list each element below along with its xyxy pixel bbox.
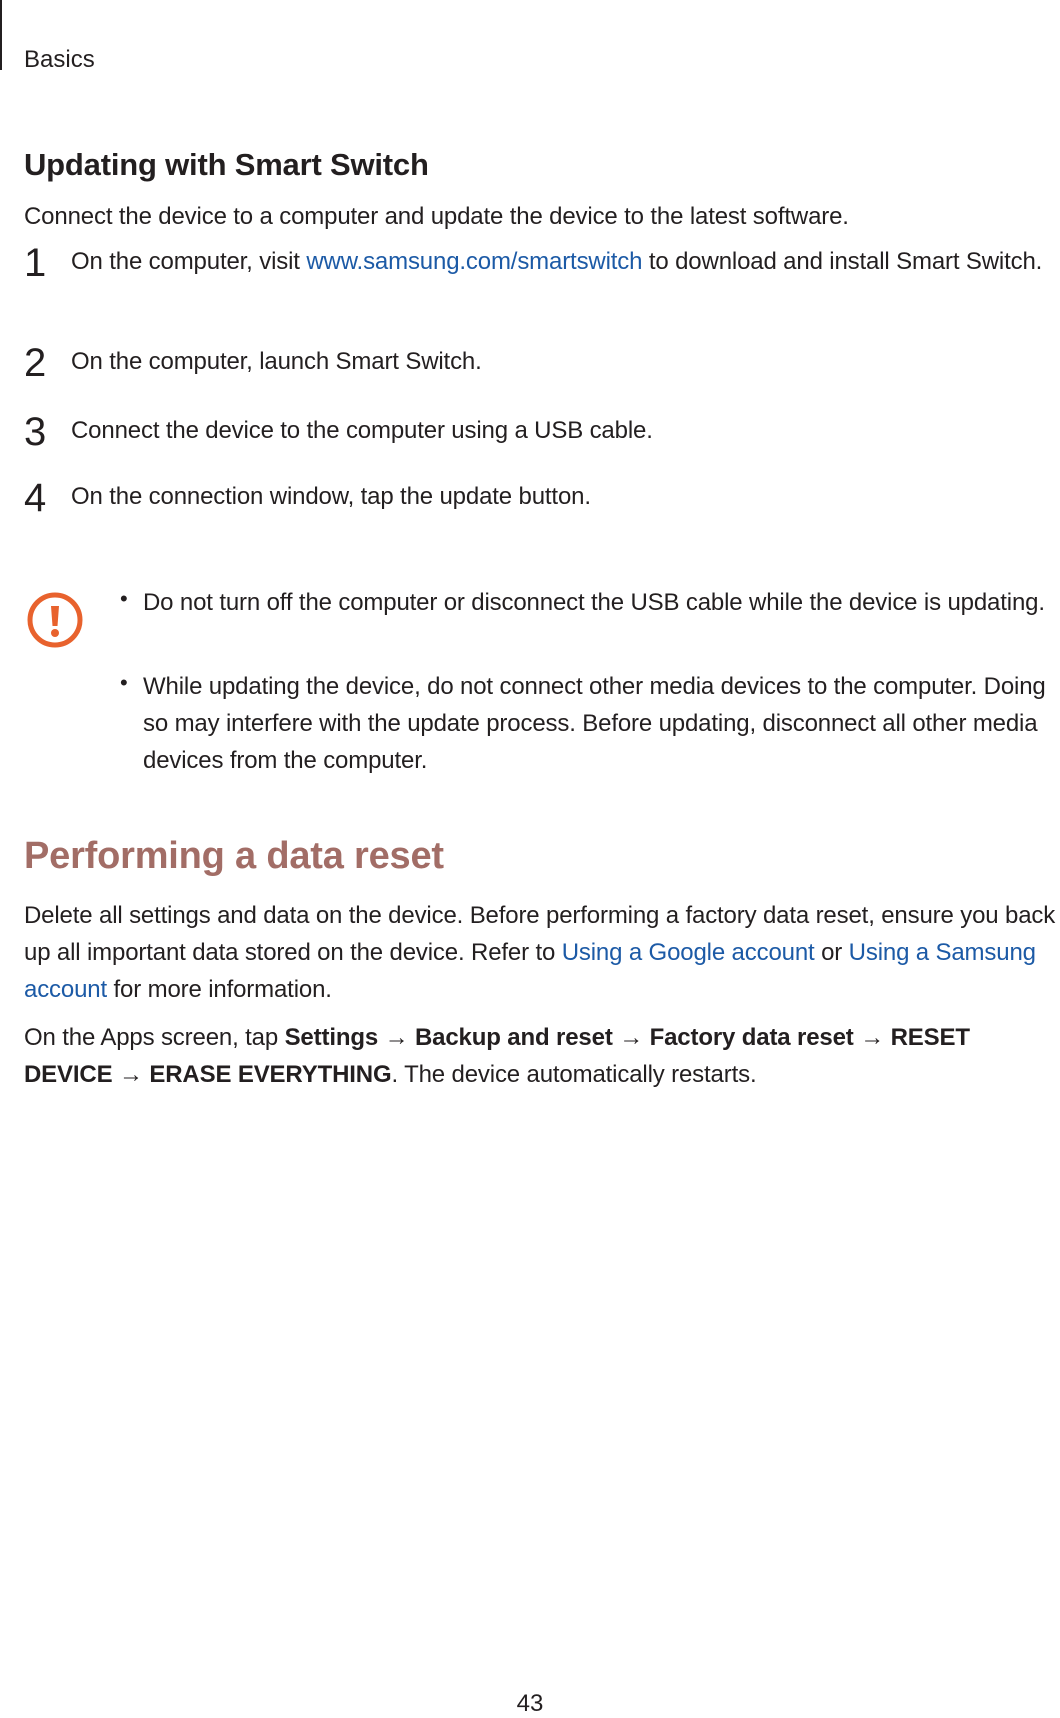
smart-switch-intro: Connect the device to a computer and update the device to the latest software. (24, 203, 849, 230)
step-text-1: On the computer, visit www.samsung.com/smartswitch to download and install Smart Switch. (71, 248, 1043, 275)
caution-bullet-1: • (120, 586, 128, 611)
arrow-icon: → (384, 1024, 409, 1051)
arrow-icon: → (860, 1024, 885, 1051)
menu-path-erase-everything: ERASE EVERYTHING (149, 1061, 392, 1088)
arrow-icon: → (619, 1024, 644, 1051)
section-heading-smart-switch: Updating with Smart Switch (24, 147, 429, 182)
page-number: 43 (516, 1690, 544, 1717)
samsung-account-link[interactable]: Using a Samsung account (24, 939, 1036, 1003)
section-heading-data-reset: Performing a data reset (24, 835, 444, 877)
step-number-1: 1 (24, 241, 47, 285)
menu-path-reset-device: RESET DEVICE (24, 1024, 970, 1088)
step-number-4: 4 (24, 476, 47, 520)
running-head: Basics (24, 46, 95, 73)
menu-path-factory-data-reset: Factory data reset (649, 1024, 854, 1051)
step-number-2: 2 (24, 341, 47, 385)
data-reset-instructions: On the Apps screen, tap Settings → Backup and reset → Factory data reset → RESET DEVICE → ERASE EVERYTHING. The device automatically restarts. (24, 1024, 970, 1088)
menu-path-backup-and-reset: Backup and reset (414, 1024, 613, 1051)
step-text-3: Connect the device to the computer using a USB cable. (71, 417, 653, 444)
step-number-3: 3 (24, 410, 47, 454)
menu-path-settings: Settings (284, 1024, 379, 1051)
step-text-4: On the connection window, tap the update button. (71, 483, 591, 510)
arrow-icon: → (119, 1061, 143, 1088)
caution-bullet-2: • (120, 670, 128, 695)
caution-item-1: Do not turn off the computer or disconnect the USB cable while the device is updating. (143, 589, 1045, 616)
header-rule (0, 0, 2, 70)
smart-switch-link[interactable]: www.samsung.com/smartswitch (306, 248, 643, 275)
caution-icon (27, 592, 83, 648)
step-text-2: On the computer, launch Smart Switch. (71, 348, 482, 375)
data-reset-description: Delete all settings and data on the device. Before performing a factory data reset, ensure you back up all important data stored on the device. Refer to Using a Google account or Using a Samsung account for more information. (24, 902, 1056, 1003)
caution-item-2: While updating the device, do not connect other media devices to the computer. Doing so may interfere with the update process. Before updating, disconnect all other media devices from the computer. (143, 673, 1046, 774)
google-account-link[interactable]: Using a Google account (561, 939, 815, 966)
